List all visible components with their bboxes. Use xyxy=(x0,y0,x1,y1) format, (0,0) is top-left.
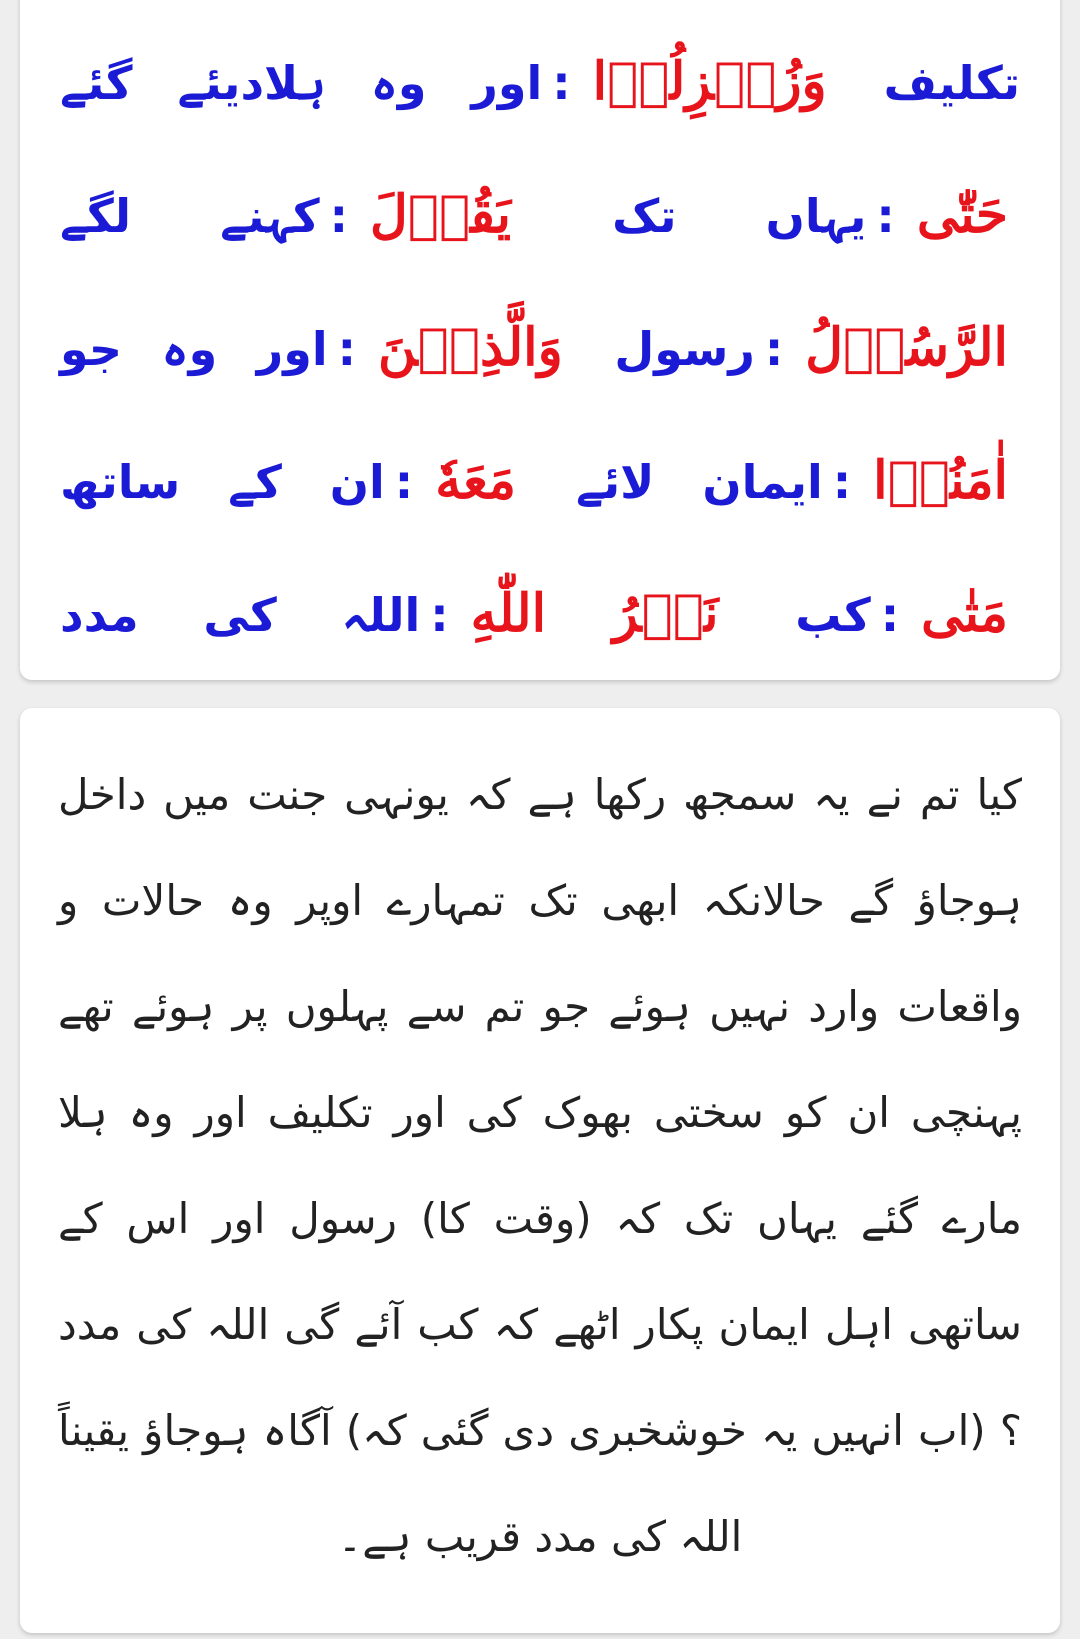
vocab-entry xyxy=(523,184,1020,245)
colon-separator: : xyxy=(329,189,348,243)
arabic-word: وَزُلۡزِلُوۡا xyxy=(592,51,827,112)
arabic-word: مَتٰى xyxy=(921,583,1009,644)
vocab-entry xyxy=(60,184,523,245)
colon-separator: : xyxy=(764,322,784,376)
urdu-meaning: ایمان لائے xyxy=(575,455,823,509)
word-by-word-meanings xyxy=(60,16,1020,680)
urdu-translation: کیا تم نے یہ سمجھ رکھا ہے کہ یونہی جنت میں داخل ہوجاؤ گے حالانکہ ابھی تک تمہارے اوپر وہ حالات و واقعات وارد نہیں ہوئے جو تم سے پہلوں پر ہوئے تھے پہنچی ان کو سختی بھوک کی اور تکلیف اور وہ ہلا مارے گئے یہاں تک کہ (وقت کا) رسول اور اس کے ساتھی اہل ایمان پکار اٹھے کہ کب آئے گی اللہ کی مدد ؟ (اب انہیں یہ خوشخبری دی گئی کہ) آگاہ ہوجاؤ یقیناً اللہ کی مدد قریب ہے۔ xyxy=(58,770,1022,1561)
arabic-word: يَقُوۡلَ xyxy=(369,184,511,245)
word-meaning-card xyxy=(20,0,1060,680)
vocab-entry xyxy=(528,450,1020,511)
vocab-entry xyxy=(60,450,528,511)
colon-separator: : xyxy=(880,588,900,642)
arabic-word: وَالَّذِيۡنَ xyxy=(378,317,563,378)
urdu-meaning: رسول xyxy=(614,322,755,376)
arabic-word: مَعَهٗ xyxy=(435,450,517,511)
urdu-meaning: یہاں تک xyxy=(612,189,867,243)
urdu-meaning: کب xyxy=(795,588,871,642)
translation-card xyxy=(20,708,1060,1633)
vocab-entry xyxy=(60,583,731,644)
vocab-entry xyxy=(575,317,1020,378)
vocab-entry xyxy=(60,51,839,112)
arabic-word: الرَّسُوۡلُ xyxy=(805,317,1008,378)
colon-separator: : xyxy=(552,56,571,110)
vocab-entry xyxy=(731,583,1021,644)
urdu-meaning: کہنے لگے xyxy=(60,189,320,243)
urdu-meaning: اور وہ جو xyxy=(60,322,328,376)
leading-meaning-fragment: تکلیف xyxy=(883,56,1021,110)
urdu-meaning: ان کے ساتھ xyxy=(60,455,385,509)
colon-separator: : xyxy=(337,322,357,376)
colon-separator: : xyxy=(832,455,852,509)
colon-separator: : xyxy=(876,189,895,243)
vocab-entry xyxy=(60,317,575,378)
colon-separator: : xyxy=(430,588,449,642)
arabic-word: اٰمَنُوۡا xyxy=(873,450,1008,511)
urdu-meaning: اللہ کی مدد xyxy=(60,588,421,642)
urdu-meaning: اور وہ ہلادیئے گئے xyxy=(60,56,543,110)
arabic-word: نَصۡرُ اللّٰهِ xyxy=(470,583,719,644)
colon-separator: : xyxy=(394,455,414,509)
arabic-word: حَتّٰى xyxy=(916,184,1008,245)
